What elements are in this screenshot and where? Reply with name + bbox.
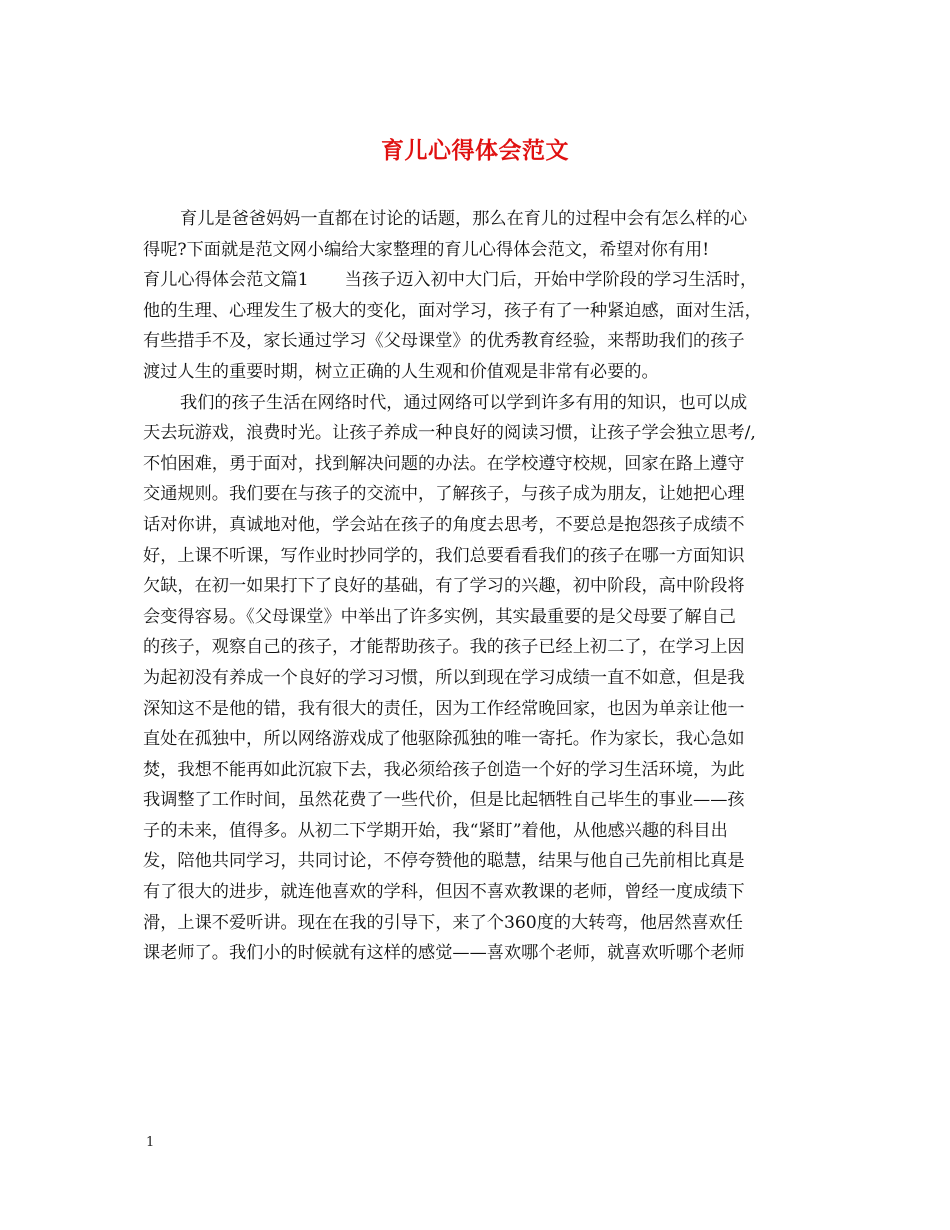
page-number: 1 [146, 1135, 155, 1150]
text-line: 交通规则。我们要在与孩子的交流中，了解孩子，与孩子成为朋友，让她把心理 [143, 484, 745, 505]
text-line: 会变得容易。《父母课堂》中举出了许多实例，其实最重要的是父母要了解自己 [143, 606, 736, 627]
text-line: 不怕困难，勇于面对，找到解决问题的办法。在学校遵守校规，回家在路上遵守 [143, 453, 745, 474]
section-paragraph [143, 265, 813, 387]
section-first-line [143, 265, 813, 296]
text-line: 的孩子，观察自己的孩子，才能帮助孩子。我的孩子已经上初二了，在学习上因 [143, 637, 745, 658]
intro-paragraph [143, 204, 813, 265]
text-line: 好，上课不听课，写作业时抄同学的，我们总要看看我们的孩子在哪一方面知识 [143, 545, 745, 566]
text-line: 课老师了。我们小的时候就有这样的感觉——喜欢哪个老师，就喜欢听哪个老师 [143, 943, 745, 964]
section-heading: 育儿心得体会范文篇1 [143, 270, 309, 291]
text-line: 焚，我想不能再如此沉寂下去，我必须给孩子创造一个好的学习生活环境，为此 [143, 759, 745, 780]
text-line: 有些措手不及，家长通过学习《父母课堂》的优秀教育经验，来帮助我们的孩子 [143, 331, 745, 352]
text-line: 育儿是爸爸妈妈一直都在讨论的话题，那么在育儿的过程中会有怎么样的心 [180, 209, 748, 229]
document-title: 育儿心得体会范文 [381, 137, 569, 164]
body-paragraph [143, 388, 813, 969]
text-line: 他的生理、心理发生了极大的变化，面对学习，孩子有了一种紧迫感，面对生活， [143, 300, 762, 321]
text-line: 话对你讲，真诚地对他，学会站在孩子的角度去思考，不要总是抱怨孩子成绩不 [143, 514, 745, 535]
text-line: 天去玩游戏，浪费时光。让孩子养成一种良好的阅读习惯，让孩子学会独立思考/, [143, 423, 756, 444]
text-line: 有了很大的进步，就连他喜欢的学科，但因不喜欢教课的老师，曾经一度成绩下 [143, 882, 745, 903]
document-body [143, 204, 813, 969]
text-line: 得呢?下面就是范文网小编给大家整理的育儿心得体会范文，希望对你有用! [143, 239, 710, 260]
text-line: 深知这不是他的错，我有很大的责任，因为工作经常晚回家，也因为单亲让他一 [143, 698, 745, 719]
text-line: 我调整了工作时间，虽然花费了一些代价，但是比起牺牲自己毕生的事业——孩 [143, 790, 745, 811]
text-line: 当孩子迈入初中大门后，开始中学阶段的学习生活时， [344, 270, 758, 291]
text-line: 为起初没有养成一个良好的学习习惯，所以到现在学习成绩一直不如意，但是我 [143, 667, 745, 688]
text-line: 滑，上课不爱听讲。现在在我的引导下，来了个360度的大转弯，他居然喜欢任 [143, 912, 743, 933]
text-line: 发，陪他共同学习，共同讨论，不停夸赞他的聪慧，结果与他自己先前相比真是 [143, 851, 745, 872]
text-line: 直处在孤独中，所以网络游戏成了他驱除孤独的唯一寄托。作为家长，我心急如 [143, 729, 745, 750]
text-line: 渡过人生的重要时期，树立正确的人生观和价值观是非常有必要的。 [143, 361, 659, 382]
text-line: 我们的孩子生活在网络时代，通过网络可以学到许多有用的知识，也可以成 [180, 392, 748, 413]
text-line: 欠缺，在初一如果打下了良好的基础，有了学习的兴趣，初中阶段，高中阶段将 [143, 576, 745, 597]
text-line: 子的未来，值得多。从初二下学期开始，我“紧盯”着他，从他感兴趣的科目出 [143, 820, 728, 841]
